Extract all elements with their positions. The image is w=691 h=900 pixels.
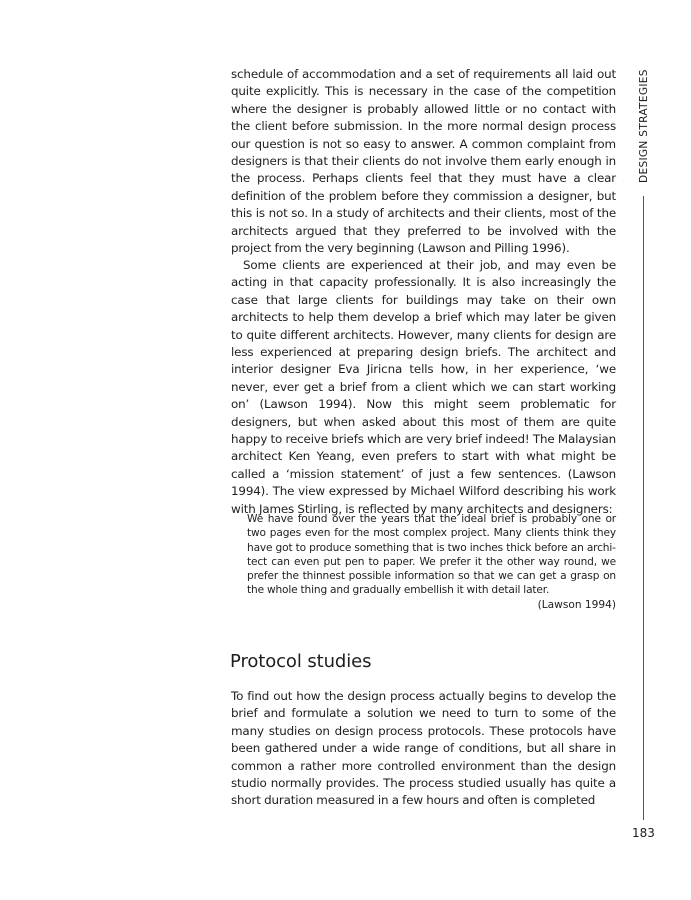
body-paragraph-2: Some clients are experienced at their job, and may even be acting in that capacity professionally. It is also increasingly the case that large clients for buildings may take on their own architects to help them develop a brief which may later be given to quite different architects. However, many clients for design are less experienced at preparing design briefs. The architect and interior designer Eva Jiricna tells how, in her experience, ‘we never, ever get a brief from a client which we can start working on’ (Lawson 1994). Now this might seem problematic for designers, but when asked about this most of them are quite happy to receive briefs which are very brief indeed! The Malaysian architect Ken Yeang, even prefers to start with what might be called a ‘mission statement’ of just a few sentences. (Lawson 1994). The view expressed by Michael Wilford describing his work with James Stirling, is reflected by many architects and designers: bbox=[231, 258, 617, 516]
body-paragraph-1: schedule of accommodation and a set of requirements all laid out quite explicitly. This is necessary in the case of the competition where the designer is probably allowed little or no contact with the client before submission. In the more normal design process our question is not so easy to answer. A common complaint from designers is that their clients do not involve them early enough in the process. Perhaps clients feel that they must have a clear definition of the problem before they commission a designer, but this is not so. In a study of architects and their clients, most of the architects argued that they preferred to be involved with the project from the very beginning (Lawson and Pilling 1996). bbox=[231, 67, 616, 256]
block-quote: We have found over the years that the ideal brief is probably one or two pages even for the most complex project. Many clients think they have got to produce something that is two inches thick before an architect can even put pen to paper. We prefer it the other way round, we prefer the thinnest possible information so that we can get a grasp on the whole thing and gradually embellish it with detail later. bbox=[247, 513, 616, 597]
quote-citation: (Lawson 1994) bbox=[537, 599, 616, 611]
section-heading: Protocol studies bbox=[230, 651, 372, 672]
side-rule-divider bbox=[643, 196, 644, 820]
body-paragraph-3: To find out how the design process actually begins to develop the brief and formulate a solution we need to turn to some of the many studies on design process protocols. These protocols have been gathered under a wide range of conditions, but all share in common a rather more controlled environment than the design studio normally provides. The process studied usually has quite a short duration measured in a few hours and often is completed bbox=[231, 689, 616, 808]
page-number: 183 bbox=[632, 826, 655, 840]
running-header-label: DESIGN STRATEGIES bbox=[638, 69, 650, 183]
